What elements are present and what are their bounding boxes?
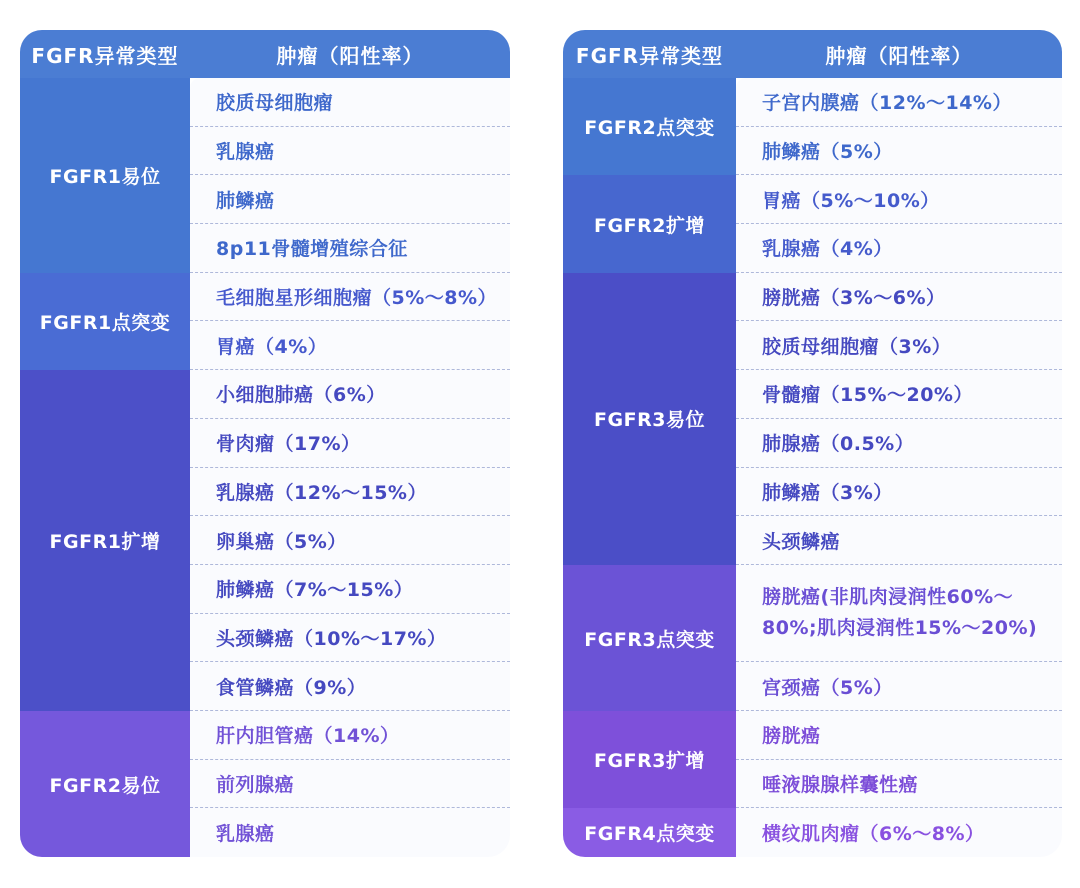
tumor-row: 乳腺癌 [190, 127, 510, 176]
tumor-row: 卵巢癌（5%） [190, 516, 510, 565]
header-col-tumor: 肿瘤（阳性率） [825, 43, 973, 68]
category-column [20, 78, 190, 857]
tumor-row: 肺鳞癌（7%～15%） [190, 565, 510, 614]
fgfr-table-right [563, 30, 1062, 857]
section-fgfr1-translocation: FGFR1易位 [20, 78, 190, 273]
section-fgfr1-amplification: FGFR1扩增 [20, 370, 190, 711]
table-body [563, 78, 1062, 857]
tumor-row: 肝内胆管癌（14%） [190, 711, 510, 760]
tumor-row: 胶质母细胞瘤（3%） [736, 321, 1062, 370]
section-fgfr2-translocation: FGFR2易位 [20, 711, 190, 857]
tumor-row: 胃癌（4%） [190, 321, 510, 370]
tumor-row: 肺鳞癌 [190, 175, 510, 224]
fgfr-table-left [20, 30, 510, 857]
section-fgfr4-point-mutation: FGFR4点突变 [563, 808, 736, 857]
section-fgfr1-point-mutation: FGFR1点突变 [20, 273, 190, 370]
tumor-row: 膀胱癌(非肌肉浸润性60%～80%;肌肉浸润性15%～20%) [736, 565, 1062, 662]
tumor-row: 膀胱癌 [736, 711, 1062, 760]
table-header [563, 30, 1062, 78]
section-fgfr2-point-mutation: FGFR2点突变 [563, 78, 736, 175]
tumor-row: 毛细胞星形细胞瘤（5%～8%） [190, 273, 510, 322]
tumor-row: 肺鳞癌（5%） [736, 127, 1062, 176]
tumor-row: 胶质母细胞瘤 [190, 78, 510, 127]
tumor-row: 膀胱癌（3%～6%） [736, 273, 1062, 322]
tumor-row: 横纹肌肉瘤（6%～8%） [762, 823, 985, 846]
category-column [563, 78, 736, 857]
header-col-type: FGFR异常类型 [575, 43, 724, 68]
header-col-tumor: 肿瘤（阳性率） [276, 43, 424, 68]
tumor-row: 唾液腺腺样囊性癌 [736, 760, 1062, 809]
tumor-row: 肺鳞癌（3%） [736, 468, 1062, 517]
tumor-row: 骨肉瘤（17%） [190, 419, 510, 468]
tumor-column [736, 78, 1062, 857]
tumor-row: 头颈鳞癌（10%～17%） [190, 614, 510, 663]
section-fgfr2-amplification: FGFR2扩增 [563, 175, 736, 272]
tumor-row: 宫颈癌（5%） [736, 662, 1062, 711]
section-fgfr3-translocation: FGFR3易位 [563, 273, 736, 565]
tumor-row: 食管鳞癌（9%） [190, 662, 510, 711]
section-fgfr3-point-mutation: FGFR3点突变 [563, 565, 736, 711]
tumor-row: 子宫内膜癌（12%～14%） [736, 78, 1062, 127]
section-fgfr3-amplification: FGFR3扩增 [563, 711, 736, 808]
header-col-type: FGFR异常类型 [31, 43, 179, 68]
table-header [20, 30, 510, 78]
table-body [20, 78, 510, 857]
tumor-row: 前列腺癌 [190, 760, 510, 809]
tumor-row: 乳腺癌（12%～15%） [190, 468, 510, 517]
tumor-row: 胃癌（5%～10%） [736, 175, 1062, 224]
tumor-row: 肺腺癌（0.5%） [736, 419, 1062, 468]
tumor-row: 头颈鳞癌 [736, 516, 1062, 565]
tumor-row: 8p11骨髓增殖综合征 [190, 224, 510, 273]
tumor-row: 骨髓瘤（15%～20%） [736, 370, 1062, 419]
tumor-row: 小细胞肺癌（6%） [190, 370, 510, 419]
tumor-column [190, 78, 510, 857]
tumor-row: 乳腺癌 [216, 823, 275, 846]
tumor-row: 乳腺癌（4%） [736, 224, 1062, 273]
